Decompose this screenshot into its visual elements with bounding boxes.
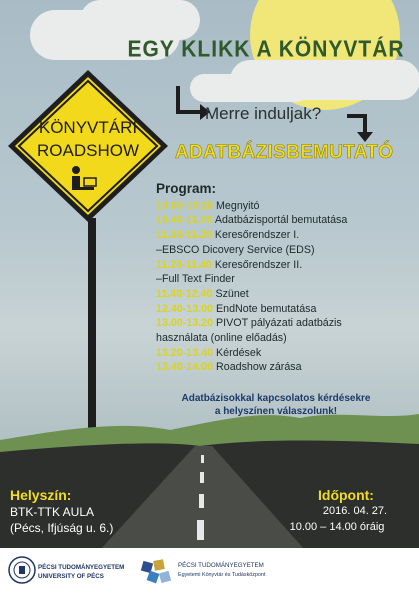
university-seal-icon [8, 556, 36, 584]
program-time: 11.40-12.40 [156, 287, 213, 300]
program-text: –EBSCO Dicovery Service (EDS) [156, 243, 315, 256]
list-item [156, 346, 406, 361]
event-date: 2016. 04. 27. [322, 505, 388, 517]
program-text: Adatbázisportál bemutatása [212, 214, 348, 227]
program-text: EndNote bemutatása [213, 302, 317, 315]
list-item [156, 228, 406, 243]
list-item [156, 360, 406, 375]
list-item [156, 302, 406, 317]
location-line2: (Pécs, Ifjúság u. 6.) [10, 521, 114, 535]
list-item [156, 287, 406, 302]
program-time: 13.20-13.40 [156, 346, 214, 359]
program-text: Roadshow zárása [213, 361, 302, 374]
program-text: Szünet [212, 287, 249, 300]
logo1-line2: UNIVERSITY OF PÉCS [38, 573, 104, 580]
note [140, 392, 412, 418]
logo2-line2: Egyetemi Könyvtár és Tudásközpont [178, 572, 266, 578]
program-time: 10.00-10.20 [156, 199, 214, 212]
library-logo-icon [138, 556, 176, 588]
logo1-line1: PÉCSI TUDOMÁNYEGYETEM [38, 564, 125, 571]
event-title: ADATBÁZISBEMUTATÓ [175, 142, 394, 163]
program-text: Megnyitó [213, 199, 260, 212]
program-text: PIVOT pályázati adatbázis [213, 317, 342, 330]
program-time: 13.00-13.20 [156, 317, 214, 330]
main-title: EGY KLIKK A KÖNYVTÁR [127, 36, 405, 63]
program-heading: Program: [156, 181, 217, 196]
arrow-icon [345, 112, 375, 144]
logo2-line1: PÉCSI TUDOMÁNYEGYETEM [178, 562, 264, 569]
list-item [156, 199, 406, 214]
program [156, 182, 406, 375]
program-text: Kérdések [213, 346, 262, 359]
list-item [156, 213, 406, 228]
list-item [156, 258, 406, 273]
program-time: 13.40-14.00 [156, 361, 214, 374]
program-text: használata (online előadás) [156, 332, 287, 345]
location-line1: BTK-TTK AULA [10, 505, 95, 519]
cloud [80, 0, 200, 40]
location-heading: Helyszín: [10, 487, 72, 503]
program-text: Keresőrendszer I. [211, 229, 300, 242]
program-time: 12.40-13.00 [156, 302, 214, 315]
road-sign [0, 66, 170, 226]
program-text: Keresőrendszer II. [211, 258, 303, 271]
sign-line2: ROADSHOW [37, 141, 139, 160]
note-line: a helyszínen válaszolunk! [214, 406, 338, 417]
program-text: –Full Text Finder [156, 273, 235, 286]
note-line: Adatbázisokkal kapcsolatos kérdésekre [181, 393, 371, 404]
event-hours: 10.00 – 14.00 óráig [289, 521, 385, 533]
program-time: 11.00-11.20 [156, 229, 212, 242]
list-item [156, 272, 406, 287]
program-time: 11.20-11.40 [156, 258, 212, 271]
subtitle: Merre induljak? [205, 104, 322, 123]
list-item [156, 243, 406, 258]
time-heading: Időpont: [318, 487, 374, 503]
sign-line1: KÖNYVTÁRI [38, 118, 138, 137]
list-item [156, 316, 406, 331]
list-item [156, 331, 406, 346]
program-time: 10.40-11.00 [156, 214, 213, 227]
